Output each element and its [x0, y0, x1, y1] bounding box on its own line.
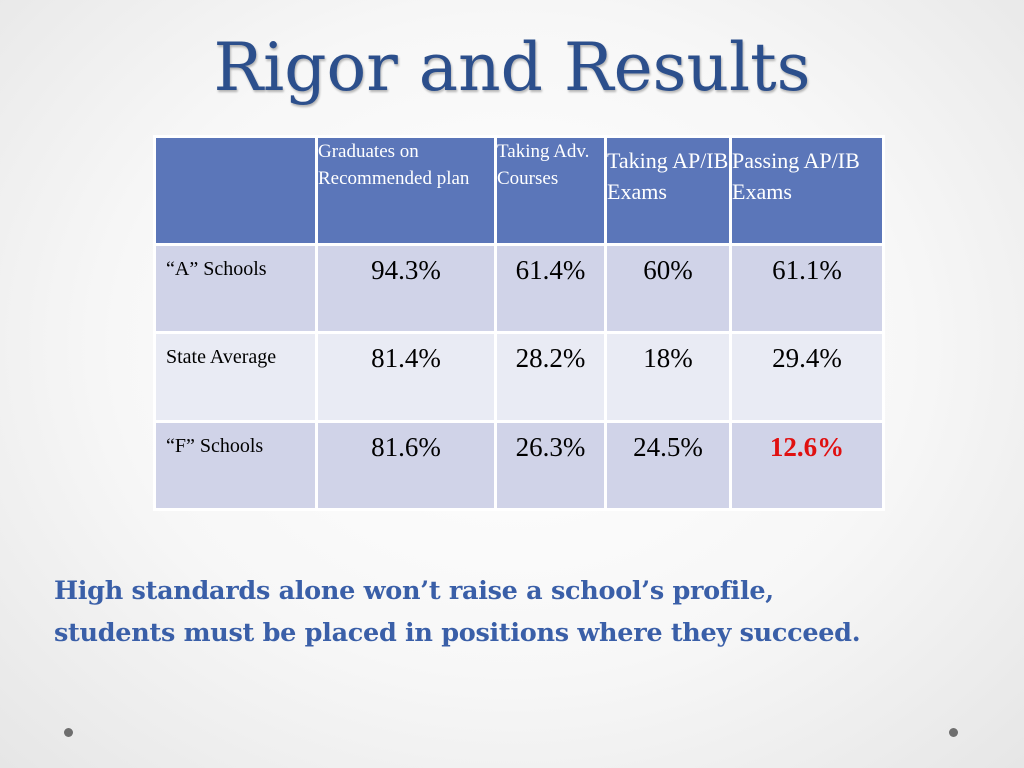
table-row	[155, 421, 884, 509]
row-label-a-schools: “A” Schools	[155, 245, 317, 333]
header-taking-apib-exams: Taking AP/IB Exams	[606, 137, 731, 245]
cell-value: 94.3%	[317, 245, 496, 333]
results-table	[153, 135, 885, 511]
row-label-f-schools: “F” Schools	[155, 421, 317, 509]
cell-value: 29.4%	[731, 333, 884, 421]
cell-value: 28.2%	[496, 333, 606, 421]
table-header-row	[155, 137, 884, 245]
cell-value: 24.5%	[606, 421, 731, 509]
header-corner-cell	[155, 137, 317, 245]
table-row	[155, 245, 884, 333]
caption-line-2: students must be placed in positions where they succeed.	[54, 618, 861, 648]
cell-value: 18%	[606, 333, 731, 421]
cell-value: 81.6%	[317, 421, 496, 509]
header-taking-adv-courses: Taking Adv. Courses	[496, 137, 606, 245]
slide-caption	[54, 570, 994, 654]
cell-value: 60%	[606, 245, 731, 333]
cell-value: 26.3%	[496, 421, 606, 509]
row-label-state-average: State Average	[155, 333, 317, 421]
corner-dot-right	[949, 728, 958, 737]
cell-value: 61.4%	[496, 245, 606, 333]
header-passing-apib-exams: Passing AP/IB Exams	[731, 137, 884, 245]
slide-title: Rigor and Results	[213, 29, 811, 106]
cell-value: 81.4%	[317, 333, 496, 421]
corner-dot-left	[64, 728, 73, 737]
cell-value: 61.1%	[731, 245, 884, 333]
header-graduates-recommended: Graduates on Recommended plan	[317, 137, 496, 245]
cell-value-highlighted: 12.6%	[731, 421, 884, 509]
table-row	[155, 333, 884, 421]
caption-line-1: High standards alone won’t raise a school’s profile,	[54, 576, 774, 606]
